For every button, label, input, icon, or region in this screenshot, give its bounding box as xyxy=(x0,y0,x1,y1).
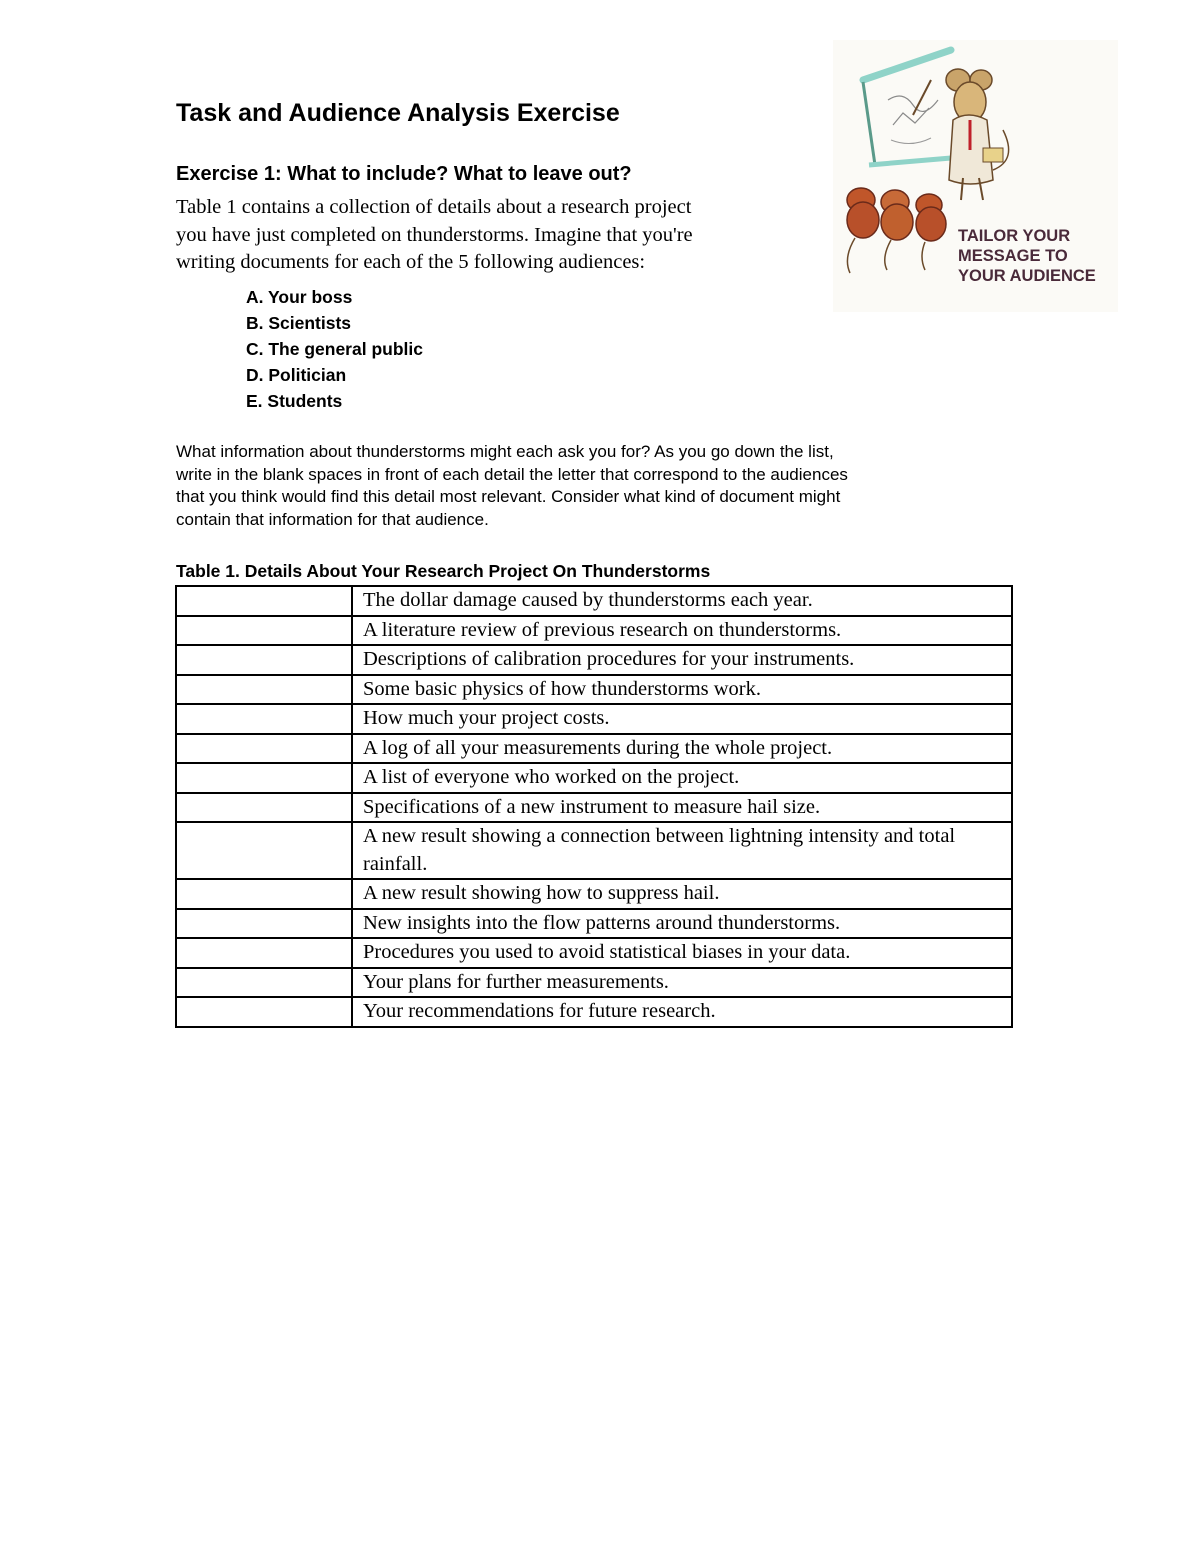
audience-item: B. Scientists xyxy=(246,313,352,333)
detail-cell: A literature review of previous research on thunderstorms. xyxy=(352,616,1012,646)
table-row xyxy=(176,586,1012,616)
detail-cell: The dollar damage caused by thunderstorms each year. xyxy=(352,586,1012,616)
instructions-paragraph xyxy=(176,441,976,531)
intro-paragraph xyxy=(176,194,796,277)
instruction-line: contain that information for that audience. xyxy=(176,509,489,529)
table-row xyxy=(176,938,1012,968)
answer-blank[interactable] xyxy=(176,675,352,705)
detail-cell: Some basic physics of how thunderstorms work. xyxy=(352,675,1012,705)
answer-blank[interactable] xyxy=(176,938,352,968)
instruction-line: What information about thunderstorms might each ask you for? As you go down the list, xyxy=(176,442,834,461)
table-row xyxy=(176,616,1012,646)
detail-cell: A new result showing a connection between lightning intensity and total rainfall. xyxy=(352,822,1012,879)
answer-blank[interactable] xyxy=(176,822,352,879)
table-row xyxy=(176,675,1012,705)
answer-blank[interactable] xyxy=(176,909,352,939)
detail-cell: Descriptions of calibration procedures for your instruments. xyxy=(352,645,1012,675)
answer-blank[interactable] xyxy=(176,879,352,909)
answer-blank[interactable] xyxy=(176,586,352,616)
answer-blank[interactable] xyxy=(176,968,352,998)
answer-blank[interactable] xyxy=(176,645,352,675)
audience-item: E. Students xyxy=(246,391,343,411)
page-title: Task and Audience Analysis Exercise xyxy=(176,99,620,127)
intro-line: Table 1 contains a collection of details about a research project xyxy=(176,196,692,218)
detail-cell: Specifications of a new instrument to measure hail size. xyxy=(352,793,1012,823)
table-row xyxy=(176,734,1012,764)
table-row xyxy=(176,822,1012,879)
table-row xyxy=(176,645,1012,675)
audience-item: D. Politician xyxy=(246,365,347,385)
caption-line: TAILOR YOUR xyxy=(958,227,1071,245)
answer-blank[interactable] xyxy=(176,793,352,823)
table-row xyxy=(176,763,1012,793)
caption-line: YOUR AUDIENCE xyxy=(958,267,1096,285)
illustration-caption xyxy=(958,226,1096,286)
audience-item: C. The general public xyxy=(246,339,423,359)
table-row xyxy=(176,793,1012,823)
table-row xyxy=(176,704,1012,734)
instruction-line: that you think would find this detail most relevant. Consider what kind of document might xyxy=(176,487,841,506)
answer-blank[interactable] xyxy=(176,734,352,764)
detail-cell: A list of everyone who worked on the project. xyxy=(352,763,1012,793)
detail-cell: New insights into the flow patterns around thunderstorms. xyxy=(352,909,1012,939)
detail-cell: Your plans for further measurements. xyxy=(352,968,1012,998)
detail-cell: A new result showing how to suppress hail. xyxy=(352,879,1012,909)
intro-line: writing documents for each of the 5 following audiences: xyxy=(176,251,646,273)
detail-cell: How much your project costs. xyxy=(352,704,1012,734)
answer-blank[interactable] xyxy=(176,997,352,1027)
detail-cell: Procedures you used to avoid statistical biases in your data. xyxy=(352,938,1012,968)
table-row xyxy=(176,879,1012,909)
details-table xyxy=(175,585,1013,1028)
answer-blank[interactable] xyxy=(176,616,352,646)
intro-line: you have just completed on thunderstorms. Imagine that you're xyxy=(176,223,693,246)
table-row xyxy=(176,997,1012,1027)
exercise-heading: Exercise 1: What to include? What to leave out? xyxy=(176,163,632,185)
answer-blank[interactable] xyxy=(176,763,352,793)
detail-cell: A log of all your measurements during the whole project. xyxy=(352,734,1012,764)
answer-blank[interactable] xyxy=(176,704,352,734)
audience-item: A. Your boss xyxy=(246,287,353,307)
instruction-line: write in the blank spaces in front of each detail the letter that correspond to the audiences xyxy=(176,464,848,484)
audience-list xyxy=(246,284,423,414)
detail-cell: Your recommendations for future research. xyxy=(352,997,1012,1027)
table-row xyxy=(176,968,1012,998)
caption-line: MESSAGE TO xyxy=(958,247,1068,265)
table-caption: Table 1. Details About Your Research Project On Thunderstorms xyxy=(176,561,711,581)
table-row xyxy=(176,909,1012,939)
